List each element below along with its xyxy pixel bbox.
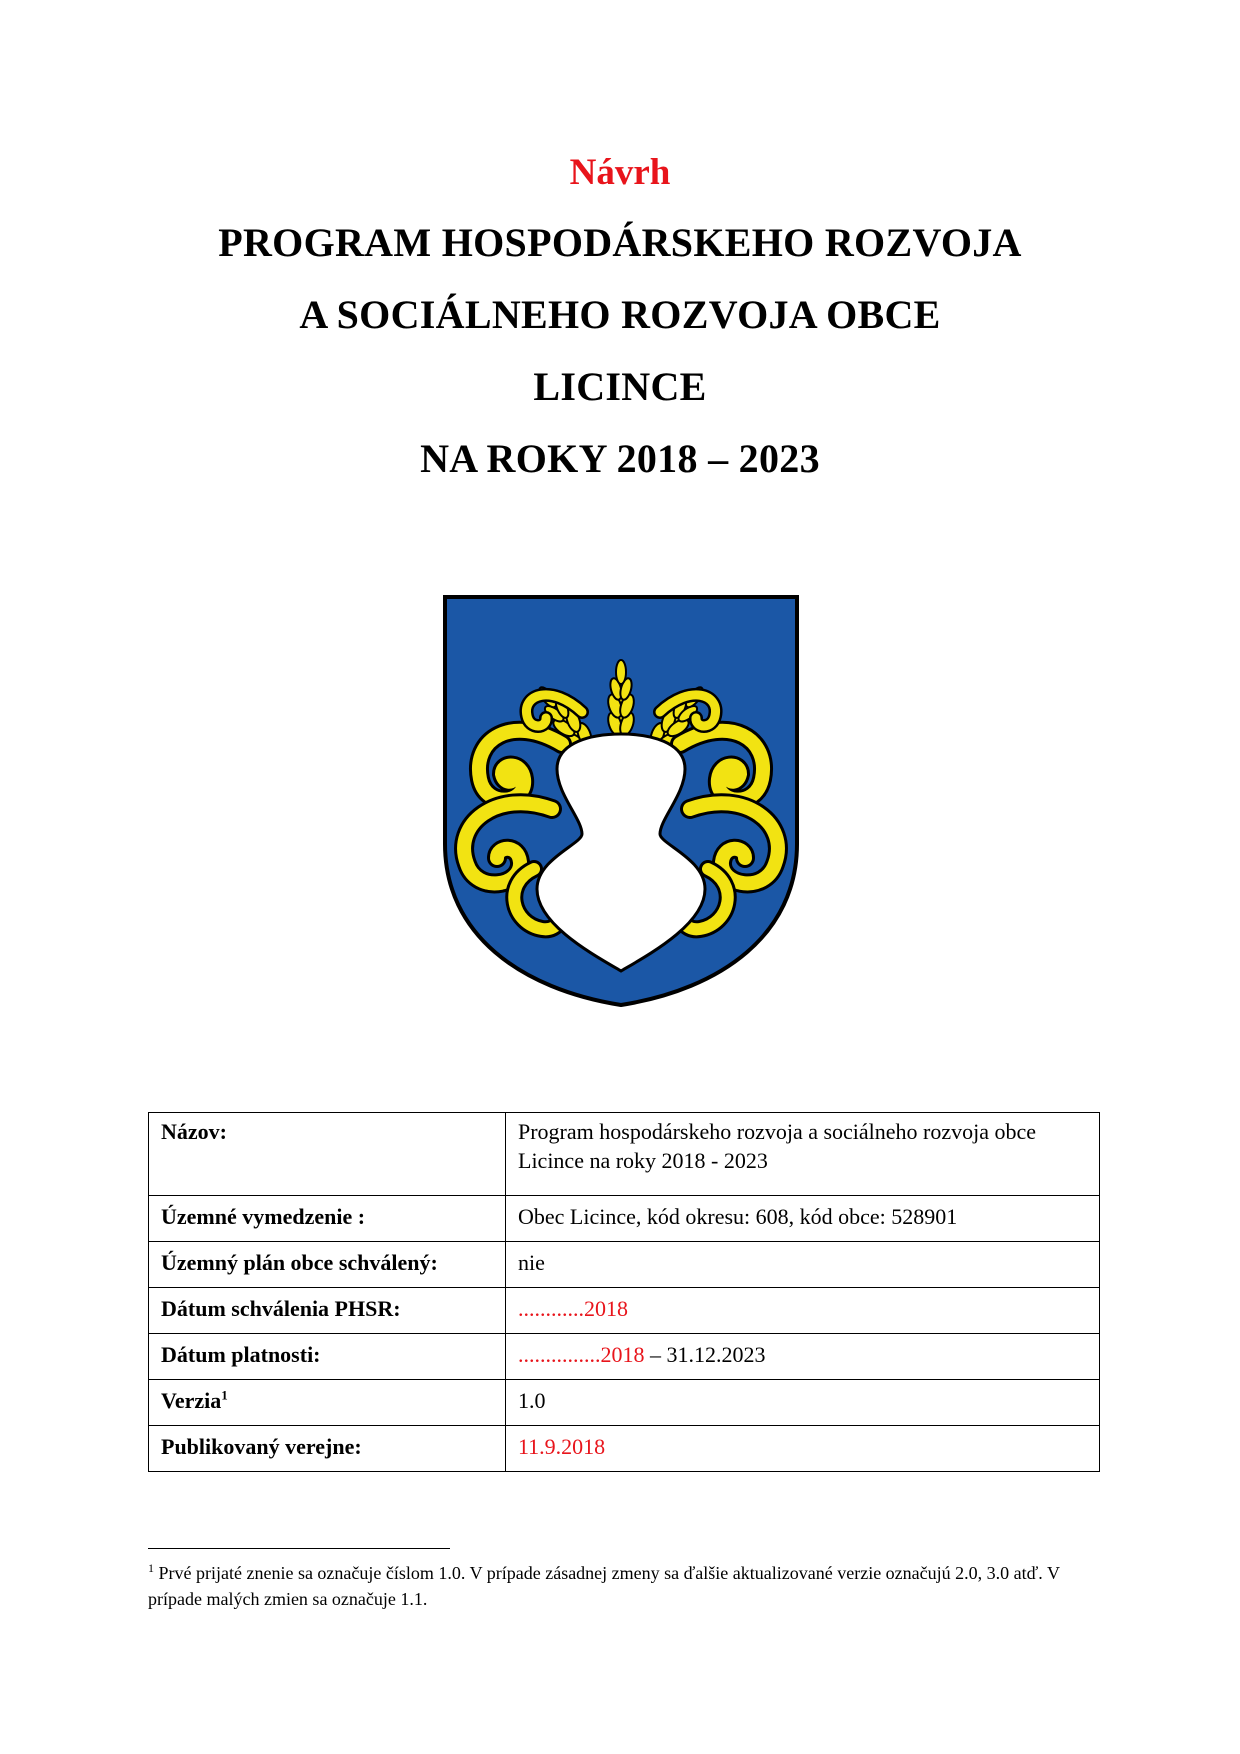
table-row: [149, 1426, 1100, 1472]
table-row: [149, 1334, 1100, 1380]
footnote-ref: 1: [221, 1387, 228, 1403]
title-line-1: PROGRAM HOSPODÁRSKEHO ROZVOJA: [218, 220, 1022, 265]
version-label-text: Verzia: [161, 1388, 222, 1413]
validity-start: ...............2018: [518, 1342, 645, 1367]
row-value-approval-date: ............2018: [506, 1288, 1100, 1334]
validity-end: – 31.12.2023: [644, 1342, 766, 1367]
title-line-2: A SOCIÁLNEHO ROZVOJA OBCE: [299, 292, 941, 337]
row-value-validity: [506, 1334, 1100, 1380]
row-label-validity: Dátum platnosti:: [149, 1334, 506, 1380]
footnote-marker: 1: [148, 1561, 154, 1575]
document-info-table: [148, 1112, 1100, 1472]
draft-label: Návrh: [569, 152, 671, 193]
table-row: [149, 1113, 1100, 1196]
footnote-text: Prvé prijaté znenie sa označuje číslom 1.0. V prípade zásadnej zmeny sa ďalšie aktualizované verzie označujú 2.0, 3.0 atď. V prípade malých zmien sa označuje 1.1.: [148, 1563, 1060, 1609]
row-label-name: Názov:: [149, 1113, 506, 1196]
title-line-4: NA ROKY 2018 – 2023: [420, 436, 820, 481]
footnote-divider: [148, 1548, 450, 1549]
title-line-3: LICINCE: [533, 364, 707, 409]
coat-of-arms-icon: [442, 594, 800, 1008]
row-label-zoning-plan: Územný plán obce schválený:: [149, 1242, 506, 1288]
row-value-zoning-plan: nie: [506, 1242, 1100, 1288]
row-label-version: [149, 1380, 506, 1426]
footnote: [148, 1560, 1100, 1612]
table-row: [149, 1196, 1100, 1242]
table-row: [149, 1242, 1100, 1288]
title-block: [0, 140, 1240, 479]
row-value-version: 1.0: [506, 1380, 1100, 1426]
row-label-approval-date: Dátum schválenia PHSR:: [149, 1288, 506, 1334]
row-value-name: Program hospodárskeho rozvoja a sociálneho rozvoja obce Licince na roky 2018 - 2023: [506, 1113, 1100, 1196]
table-row: [149, 1288, 1100, 1334]
row-value-published: 11.9.2018: [506, 1426, 1100, 1472]
table-row: [149, 1380, 1100, 1426]
row-value-territory: Obec Licince, kód okresu: 608, kód obce: 528901: [506, 1196, 1100, 1242]
row-label-published: Publikovaný verejne:: [149, 1426, 506, 1472]
row-label-territory: Územné vymedzenie :: [149, 1196, 506, 1242]
